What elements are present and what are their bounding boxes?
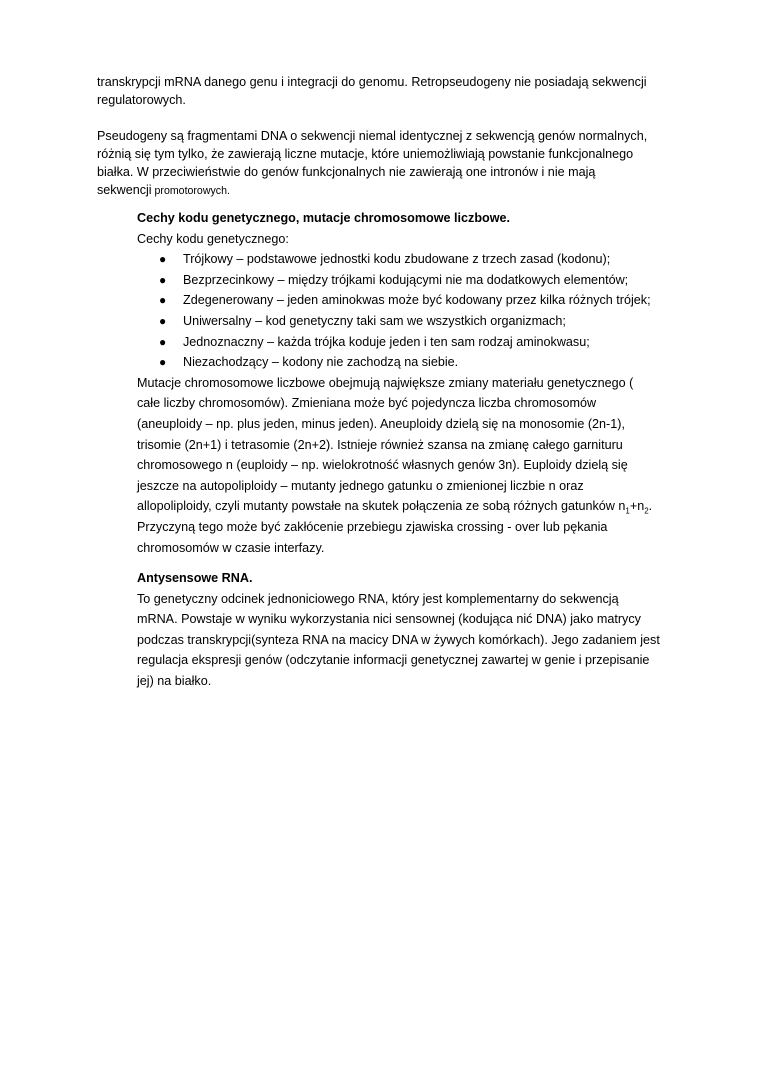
text-line: regulacja ekspresji genów (odczytanie informacji genetycznej zawartej w genie i przepisanie xyxy=(137,653,650,668)
paragraph-antisense xyxy=(137,589,682,692)
section-genetic-code xyxy=(137,208,682,558)
list-item-text: Bezprzecinkowy – między trójkami kodującymi nie ma dodatkowych elementów; xyxy=(183,272,629,287)
section-heading: Antysensowe RNA. xyxy=(137,571,253,585)
text-line: jej) na białko. xyxy=(137,673,212,688)
list-item xyxy=(137,290,682,311)
text-fragment: . xyxy=(648,499,653,514)
list-item xyxy=(137,249,682,270)
text-line: jeszcze na autopoliploidy – mutanty jednego gatunku o zmienionej liczbie n oraz xyxy=(137,478,584,493)
text-line: mRNA. Powstaje w wyniku wykorzystania nici sensownej (kodująca nić DNA) jako matrycy xyxy=(137,612,641,627)
section-intro: Cechy kodu genetycznego: xyxy=(137,231,289,246)
text-line: całe liczby chromosomów). Zmieniana może być pojedyncza liczba chromosomów xyxy=(137,396,597,411)
paragraph-retropseudogenes xyxy=(97,73,677,109)
bullet-icon: ● xyxy=(159,293,167,308)
list-item-text: Jednoznaczny – każda trójka koduje jeden i ten sam rodzaj aminokwasu; xyxy=(183,334,590,349)
bullet-icon: ● xyxy=(159,252,167,267)
text-line: białka. W przeciwieństwie do genów funkcjonalnych nie zawierają one intronów i nie mają xyxy=(97,165,596,179)
text-line: allopoliploidy, czyli mutanty powstałe na skutek połączenia ze sobą różnych gatunków n xyxy=(137,499,626,514)
list-item-text: Zdegenerowany – jeden aminokwas może być kodowany przez kilka różnych trójek; xyxy=(183,293,651,308)
text-line: chromosowego n (euploidy – np. wielokrotność własnych genów 3n). Euploidy dzielą się xyxy=(137,458,628,473)
text-line: podczas transkrypcji(synteza RNA na macicy DNA w żywych komórkach). Jego zadaniem jest xyxy=(137,632,660,647)
bullet-icon: ● xyxy=(159,355,167,370)
text-line: To genetyczny odcinek jednoniciowego RNA, który jest komplementarny do sekwencją xyxy=(137,591,619,606)
list-item xyxy=(137,311,682,332)
list-item xyxy=(137,270,682,291)
text-line: różnią się tym tylko, że zawierają liczne mutacje, które uniemożliwiają powstanie funkcjonalnego xyxy=(97,147,634,161)
paragraph-pseudogenes xyxy=(97,127,677,200)
text-fragment: +n xyxy=(629,499,645,514)
text-line: Pseudogeny są fragmentami DNA o sekwencji niemal identycznej z sekwencją genów normalnych, xyxy=(97,129,648,143)
text-line: (aneuploidy – np. plus jeden, minus jeden). Aneuploidy dzielą się na monosomie (2n-1), xyxy=(137,416,625,431)
list-item xyxy=(137,352,682,373)
list-item xyxy=(137,332,682,353)
text-line-small: promotorowych. xyxy=(151,185,230,197)
bullet-list xyxy=(137,249,682,373)
bullet-icon: ● xyxy=(159,334,167,349)
subscript: 1 xyxy=(625,506,630,516)
text-line: chromosomów w czasie interfazy. xyxy=(137,540,325,555)
text-line: regulatorowych. xyxy=(97,93,186,107)
list-item-text: Uniwersalny – kod genetyczny taki sam we wszystkich organizmach; xyxy=(183,313,566,328)
section-heading: Cechy kodu genetycznego, mutacje chromosomowe liczbowe. xyxy=(137,211,510,225)
text-line: Przyczyną tego może być zakłócenie przebiegu zjawiska crossing - over lub pękania xyxy=(137,519,608,534)
text-line: Mutacje chromosomowe liczbowe obejmują największe zmiany materiału genetycznego ( xyxy=(137,375,634,390)
text-line: sekwencji xyxy=(97,183,152,197)
bullet-icon: ● xyxy=(159,313,167,328)
paragraph-mutations xyxy=(137,373,682,558)
bullet-icon: ● xyxy=(159,272,167,287)
list-item-text: Niezachodzący – kodony nie zachodzą na siebie. xyxy=(183,355,459,370)
section-antisense-rna xyxy=(137,568,682,692)
list-item-text: Trójkowy – podstawowe jednostki kodu zbudowane z trzech zasad (kodonu); xyxy=(183,252,611,267)
text-line: trisomie (2n+1) i tetrasomie (2n+2). Istnieje również szansa na zmianę całego garnituru xyxy=(137,437,623,452)
subscript: 2 xyxy=(644,506,649,516)
text-line: transkrypcji mRNA danego genu i integracji do genomu. Retropseudogeny nie posiadają sekwencji xyxy=(97,75,647,89)
